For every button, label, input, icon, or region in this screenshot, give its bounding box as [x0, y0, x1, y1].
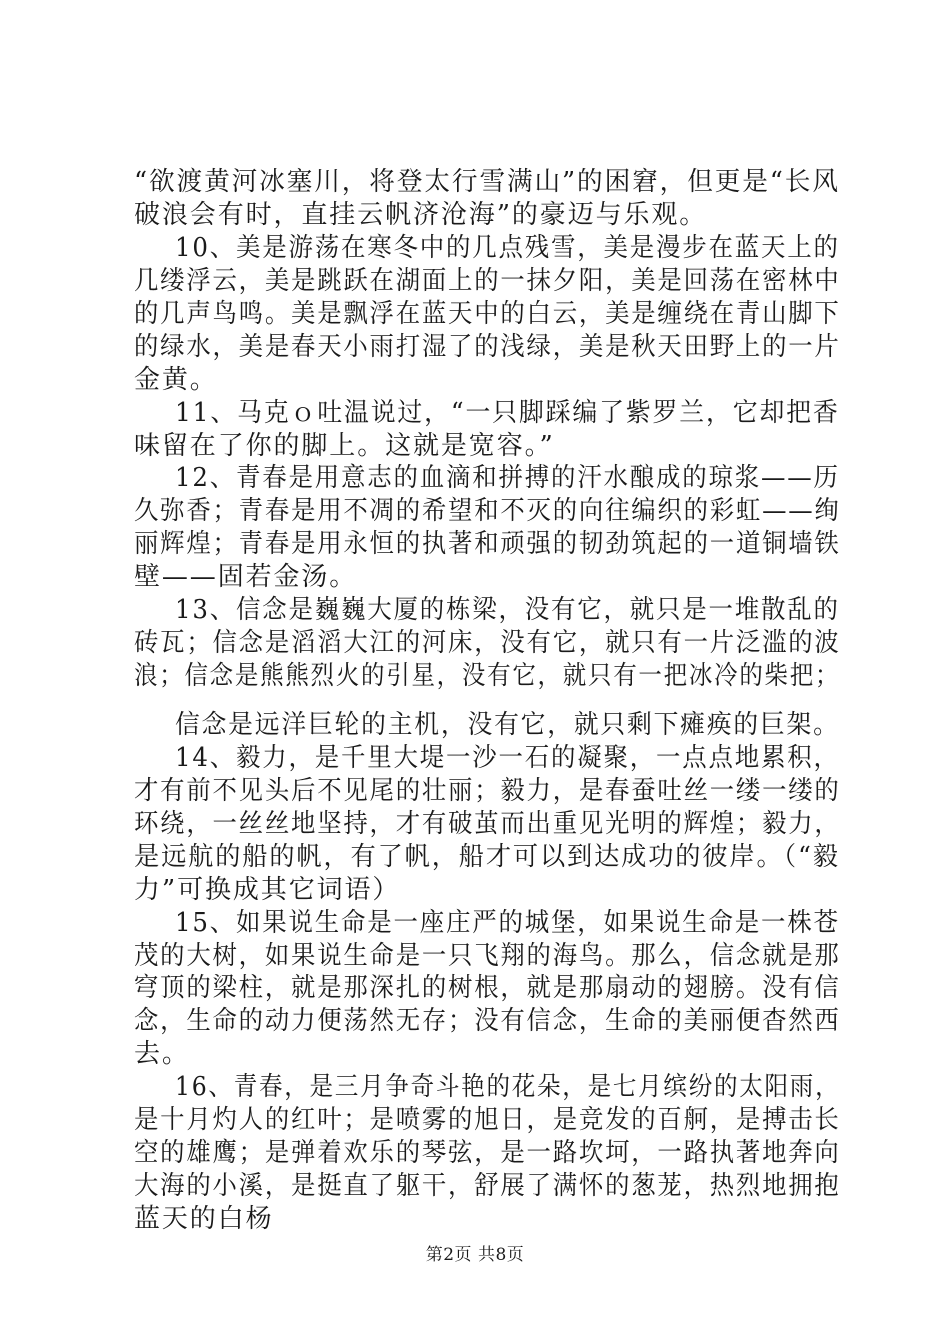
text-line-25: 穹顶的梁柱，就是那深扎的树根，就是那扇动的翅膀。没有信: [134, 973, 841, 1004]
text-line-9: 味留在了你的脚上。这就是宽容。”: [134, 430, 555, 461]
text-line-30: 空的雄鹰；是弹着欢乐的琴弦，是一路坎坷，一路执著地奔向: [134, 1138, 841, 1169]
text-line-27: 去。: [134, 1039, 190, 1070]
text-line-17: 信念是远洋巨轮的主机，没有它，就只剩下瘫痪的巨架。: [175, 709, 840, 740]
text-line-20: 环绕，一丝丝地坚持，才有破茧而出重见光明的辉煌；毅力，: [134, 808, 841, 839]
text-line-10: 12、青春是用意志的血滴和拼搏的汗水酿成的琼浆——历: [175, 463, 840, 494]
text-line-18: 14、毅力，是千里大堤一沙一石的凝聚，一点点地累积，: [175, 742, 840, 773]
text-line-15: 砖瓦；信念是滔滔大江的河床，没有它，就只有一片泛滥的波: [134, 628, 841, 659]
text-line-13: 壁——固若金汤。: [134, 562, 358, 593]
text-line-11: 久弥香；青春是用不凋的希望和不灭的向往编织的彩虹——绚: [134, 496, 841, 527]
text-line-14: 13、信念是巍巍大厦的栋梁，没有它，就只是一堆散乱的: [175, 595, 840, 626]
text-line-23: 15、如果说生命是一座庄严的城堡，如果说生命是一株苍: [175, 907, 840, 938]
text-line-32: 蓝天的白杨: [134, 1204, 274, 1235]
text-line-6: 的绿水，美是春天小雨打湿了的浅绿，美是秋天田野上的一片: [134, 331, 841, 362]
text-line-3: 10、美是游荡在寒冬中的几点残雪，美是漫步在蓝天上的: [175, 232, 840, 263]
text-line-7: 金黄。: [134, 364, 218, 395]
text-line-31: 大海的小溪，是挺直了躯干，舒展了满怀的葱茏，热烈地拥抱: [134, 1171, 841, 1202]
text-line-1: “欲渡黄河冰塞川，将登太行雪满山”的困窘，但更是“长风: [134, 167, 840, 197]
text-line-22: 力”可换成其它词语）: [134, 874, 401, 905]
text-line-29: 是十月灼人的红叶；是喷雾的旭日，是竞发的百舸，是搏击长: [134, 1105, 841, 1136]
text-line-8: 11、马克ｏ吐温说过，“一只脚踩编了紫罗兰，它却把香: [175, 397, 840, 428]
text-line-2: 破浪会有时，直挂云帆济沧海”的豪迈与乐观。: [134, 199, 708, 230]
text-line-28: 16、青春，是三月争奇斗艳的花朵，是七月缤纷的太阳雨，: [175, 1072, 841, 1103]
text-line-4: 几缕浮云，美是跳跃在湖面上的一抹夕阳，美是回荡在密林中: [134, 265, 841, 296]
text-line-21: 是远航的船的帆，有了帆，船才可以到达成功的彼岸。（“毅: [134, 841, 840, 872]
text-line-12: 丽辉煌；青春是用永恒的执著和顽强的韧劲筑起的一道铜墙铁: [134, 529, 841, 560]
text-line-26: 念，生命的动力便荡然无存；没有信念，生命的美丽便杳然西: [134, 1006, 841, 1037]
text-line-16: 浪；信念是熊熊烈火的引星，没有它，就只有一把冰冷的柴把；: [134, 661, 841, 692]
text-line-24: 茂的大树，如果说生命是一只飞翔的海鸟。那么，信念就是那: [134, 940, 841, 971]
page-footer: 第2页 共8页: [425, 1245, 525, 1265]
text-line-19: 才有前不见头后不见尾的壮丽；毅力，是春蚕吐丝一缕一缕的: [134, 775, 841, 806]
text-line-5: 的几声鸟鸣。美是飘浮在蓝天中的白云，美是缠绕在青山脚下: [134, 298, 841, 329]
